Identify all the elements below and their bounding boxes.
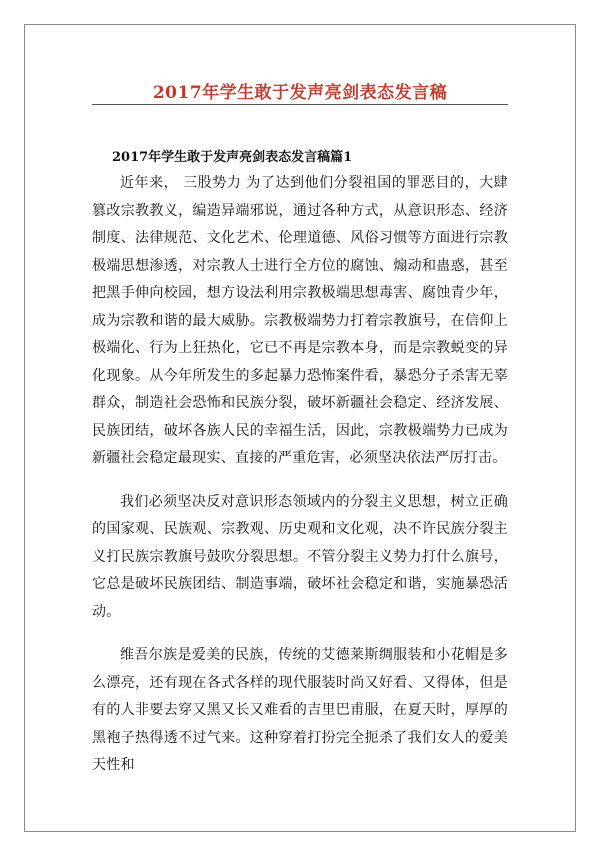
body-paragraph-3: 维吾尔族是爱美的民族，传统的艾德莱斯绸服装和小花帽是多么漂亮，还有现在各式各样的现代服装时尚又好看、又得体，但是有的人非要去穿又黑又长又难看的吉里巴甫服，在夏天时，厚厚的黑袍子热得透不过气来。这种穿着打扮完全扼杀了我们女人的爱美天性和 [92, 647, 508, 773]
document-title: 2017年学生敢于发声亮剑表态发言稿 [152, 83, 448, 103]
body-paragraph-2: 我们必须坚决反对意识形态领域内的分裂主义思想，树立正确的国家观、民族观、宗教观、历史观和文化观，决不许民族分裂主义打民族宗教旗号鼓吹分裂思想。不管分裂主义势力打什么旗号，它总是破坏民族团结、制造事端，破坏社会稳定和谐，实施暴恐活动。 [92, 493, 508, 620]
document-body [92, 170, 508, 796]
title-underline-divider [92, 104, 508, 105]
body-paragraph-1: 近年来， 三股势力 为了达到他们分裂祖国的罪恶目的，大肆篡改宗教教义，编造异端邪说，通过各种方式，从意识形态、经济制度、法律规范、文化艺术、伦理道德、风俗习惯等方面进行宗教极端思想渗透，对宗教人士进行全方位的腐蚀、煽动和蛊惑，甚至把黑手伸向校园，想方设法利用宗教极端思想毒害、腐蚀青少年，成为宗教和谐的最大威胁。宗教极端势力打着宗教旗号，在信仰上极端化、行为上狂热化，它已不再是宗教本身，而是宗教蜕变的异化现象。从今年所发生的多起暴力恐怖案件看，暴恐分子杀害无辜群众，制造社会恐怖和民族分裂，破坏新疆社会稳定、经济发展、民族团结，破坏各族人民的幸福生活，因此，宗教极端势力已成为新疆社会稳定最现实、直接的严重危害，必须坚决依法严厉打击。 [92, 175, 508, 466]
section-heading: 2017年学生敢于发声亮剑表态发言稿篇1 [112, 150, 353, 165]
